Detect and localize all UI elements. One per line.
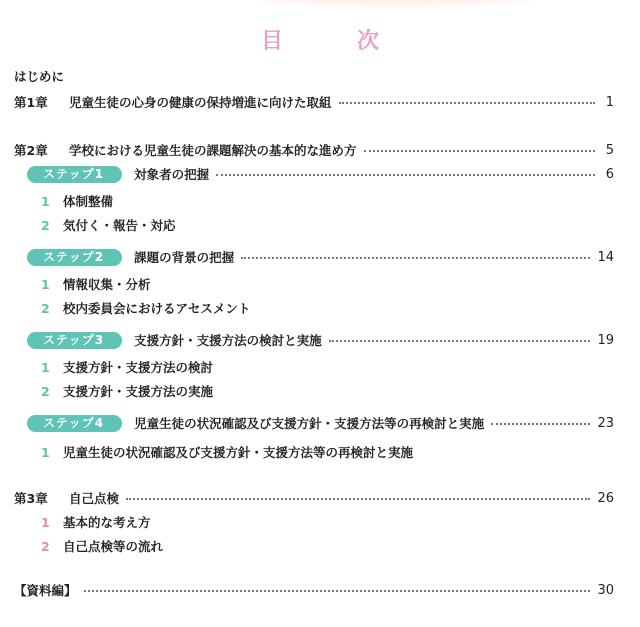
chapter-title: 児童生徒の心身の健康の保持増進に向けた取組 — [69, 95, 332, 110]
dot-leader — [84, 590, 591, 592]
subitem-text: 基本的な考え方 — [63, 515, 151, 530]
toc-entry-intro[interactable] — [14, 66, 614, 86]
toc-chapter-2[interactable] — [14, 140, 614, 160]
toc-entry-label: はじめに — [14, 69, 65, 84]
subitem-number: 2 — [41, 300, 50, 316]
step-badge: ステップ4 — [27, 415, 122, 432]
subitem-number: 1 — [41, 514, 50, 530]
toc-chapter-3[interactable] — [14, 488, 614, 508]
subitem-number: 2 — [41, 383, 50, 399]
dot-leader — [339, 102, 595, 104]
page-number: 5 — [605, 142, 614, 158]
subitem-text: 情報収集・分析 — [63, 277, 151, 292]
chapter-title: 学校における児童生徒の課題解決の基本的な進め方 — [69, 143, 357, 158]
dot-leader — [329, 340, 591, 342]
dot-leader — [216, 174, 595, 176]
chapter-number: 第3章 — [14, 491, 48, 506]
toc-subitem[interactable] — [41, 274, 151, 294]
subitem-number: 1 — [41, 276, 50, 292]
page-number: 26 — [597, 490, 614, 506]
toc-subitem[interactable] — [41, 298, 250, 318]
page-number: 6 — [605, 166, 614, 182]
subitem-text: 自己点検等の流れ — [63, 539, 164, 554]
page-number: 19 — [597, 332, 614, 348]
dot-leader — [126, 498, 590, 500]
toc-subitem[interactable] — [41, 442, 413, 462]
subitem-number: 1 — [41, 444, 50, 460]
step-title: 支援方針・支援方法の検討と実施 — [134, 333, 322, 348]
page-title: 目 次 — [260, 29, 405, 54]
subitem-text: 気付く・報告・対応 — [63, 218, 176, 233]
page-number: 30 — [597, 582, 614, 598]
step-badge: ステップ1 — [27, 166, 122, 183]
step-title: 対象者の把握 — [134, 167, 210, 182]
toc-subitem[interactable] — [41, 536, 163, 556]
toc-subitem[interactable] — [41, 191, 113, 211]
toc-subitem[interactable] — [41, 512, 151, 532]
toc-step-1[interactable] — [27, 164, 614, 184]
toc-subitem[interactable] — [41, 215, 176, 235]
subitem-number: 2 — [41, 217, 50, 233]
toc-appendix[interactable] — [14, 580, 614, 600]
page-number: 1 — [605, 94, 614, 110]
step-badge: ステップ2 — [27, 249, 122, 266]
toc-step-3[interactable] — [27, 330, 614, 350]
chapter-number: 第1章 — [14, 95, 48, 110]
subitem-number: 1 — [41, 193, 50, 209]
toc-subitem[interactable] — [41, 357, 213, 377]
toc-step-4[interactable] — [27, 413, 614, 433]
header-decoration — [235, 0, 555, 8]
subitem-number: 1 — [41, 359, 50, 375]
chapter-title: 自己点検 — [69, 491, 120, 506]
appendix-label: 【資料編】 — [14, 583, 77, 598]
page-number: 23 — [597, 415, 614, 431]
step-title: 児童生徒の状況確認及び支援方針・支援方法等の再検討と実施 — [134, 416, 485, 431]
subitem-number: 2 — [41, 538, 50, 554]
dot-leader — [491, 423, 590, 425]
subitem-text: 体制整備 — [63, 194, 114, 209]
dot-leader — [241, 257, 590, 259]
dot-leader — [364, 150, 595, 152]
step-badge: ステップ3 — [27, 332, 122, 349]
subitem-text: 児童生徒の状況確認及び支援方針・支援方法等の再検討と実施 — [63, 445, 414, 460]
step-title: 課題の背景の把握 — [134, 250, 235, 265]
subitem-text: 支援方針・支援方法の実施 — [63, 384, 214, 399]
subitem-text: 支援方針・支援方法の検討 — [63, 360, 214, 375]
chapter-number: 第2章 — [14, 143, 48, 158]
page-number: 14 — [597, 249, 614, 265]
toc-chapter-1[interactable] — [14, 92, 614, 112]
toc-step-2[interactable] — [27, 247, 614, 267]
toc-subitem[interactable] — [41, 381, 213, 401]
subitem-text: 校内委員会におけるアセスメント — [63, 301, 251, 316]
